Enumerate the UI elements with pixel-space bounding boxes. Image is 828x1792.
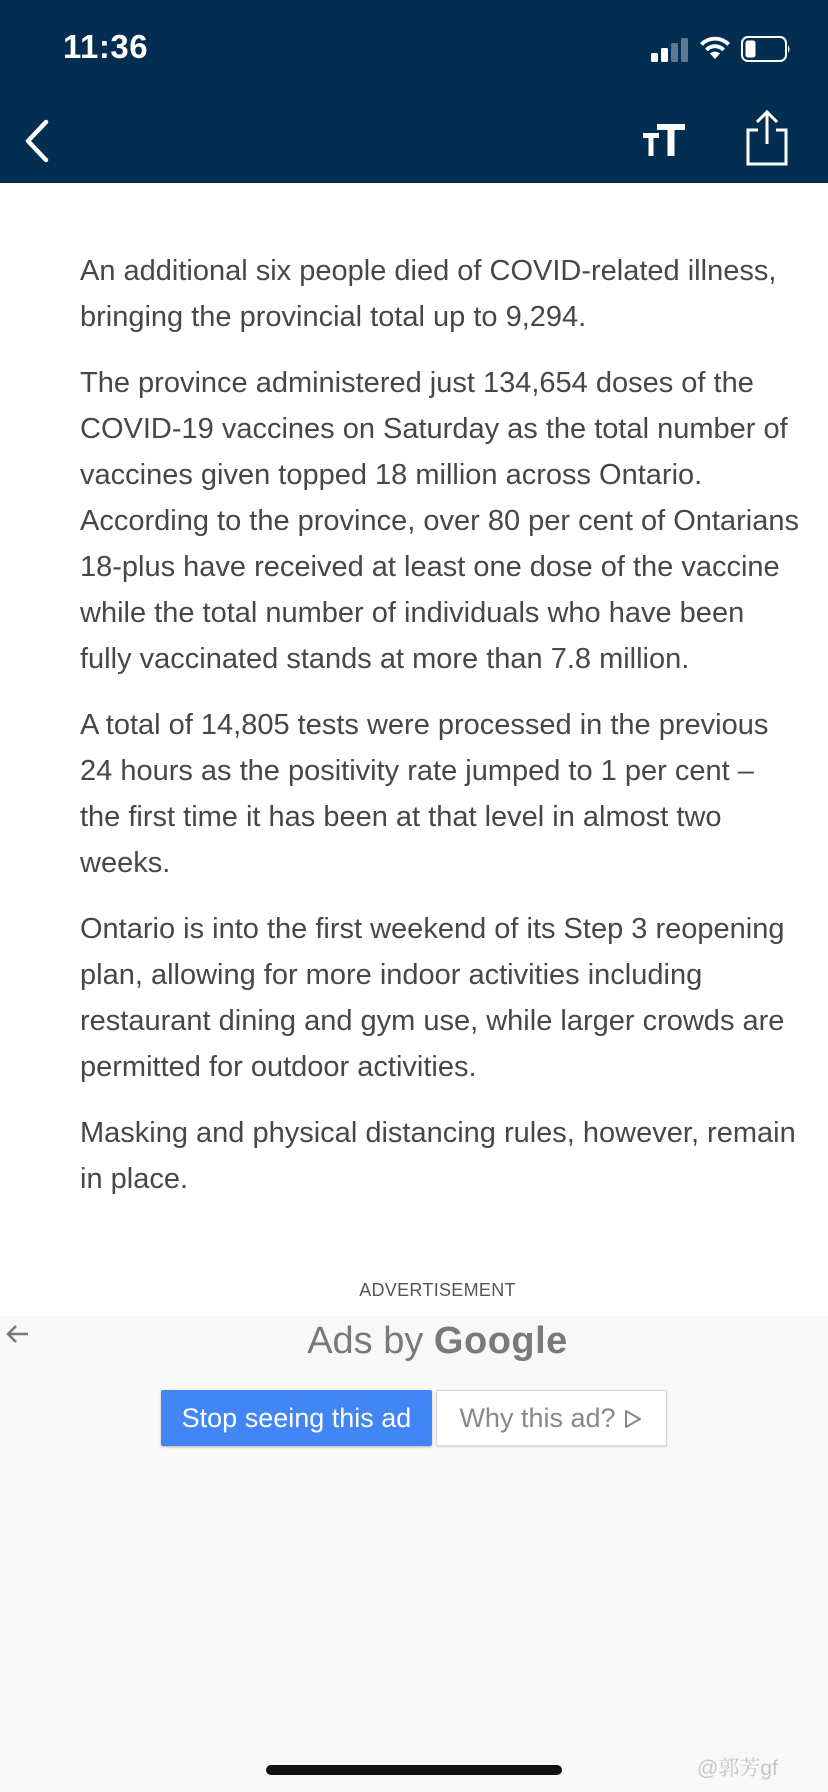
- app-header: [0, 0, 828, 183]
- back-button[interactable]: [16, 110, 64, 172]
- article-paragraph: A total of 14,805 tests were processed in the previous 24 hours as the positivity rate jumped to 1 per cent – the first time it has been at that level in almost two weeks.: [80, 709, 769, 879]
- article-paragraph: Ontario is into the first weekend of its Step 3 reopening plan, allowing for more indoor activities including restaurant dining and gym use, while larger crowds are permitted for outdoor activities.: [80, 913, 785, 1083]
- adchoices-play-icon: [622, 1408, 644, 1430]
- article-paragraph: Masking and physical distancing rules, however, remain in place.: [80, 1117, 796, 1195]
- cellular-signal-icon: [651, 38, 691, 62]
- article-body: [80, 248, 800, 1222]
- google-logo: Google: [433, 1320, 568, 1362]
- ads-by-google: [0, 1320, 828, 1363]
- home-indicator[interactable]: [266, 1765, 562, 1775]
- advertisement-label: ADVERTISEMENT: [359, 1280, 516, 1300]
- why-this-ad-button[interactable]: [436, 1390, 667, 1446]
- text-size-button[interactable]: [640, 118, 690, 162]
- weibo-watermark: @郭芳gf: [697, 1757, 778, 1780]
- wifi-icon: [699, 34, 731, 60]
- status-time: 11:36: [63, 28, 149, 65]
- why-this-ad-label: Why this ad?: [459, 1403, 616, 1433]
- stop-seeing-ad-button[interactable]: Stop seeing this ad: [161, 1390, 432, 1446]
- battery-icon: [741, 36, 791, 62]
- article-paragraph: The province administered just 134,654 doses of the COVID-19 vaccines on Saturday as the total number of vaccines given topped 18 million across Ontario. According to the province, over 80 per cent of Ontarians 18-plus have received at least one dose of the vaccine while the total number of individuals who have been fully vaccinated stands at more than 7.8 million.: [80, 367, 799, 675]
- share-button[interactable]: [744, 106, 790, 170]
- ad-container: [0, 1316, 828, 1792]
- ads-by-prefix: Ads by: [307, 1320, 424, 1362]
- article-paragraph: An additional six people died of COVID-related illness, bringing the provincial total up to 9,294.: [80, 255, 777, 333]
